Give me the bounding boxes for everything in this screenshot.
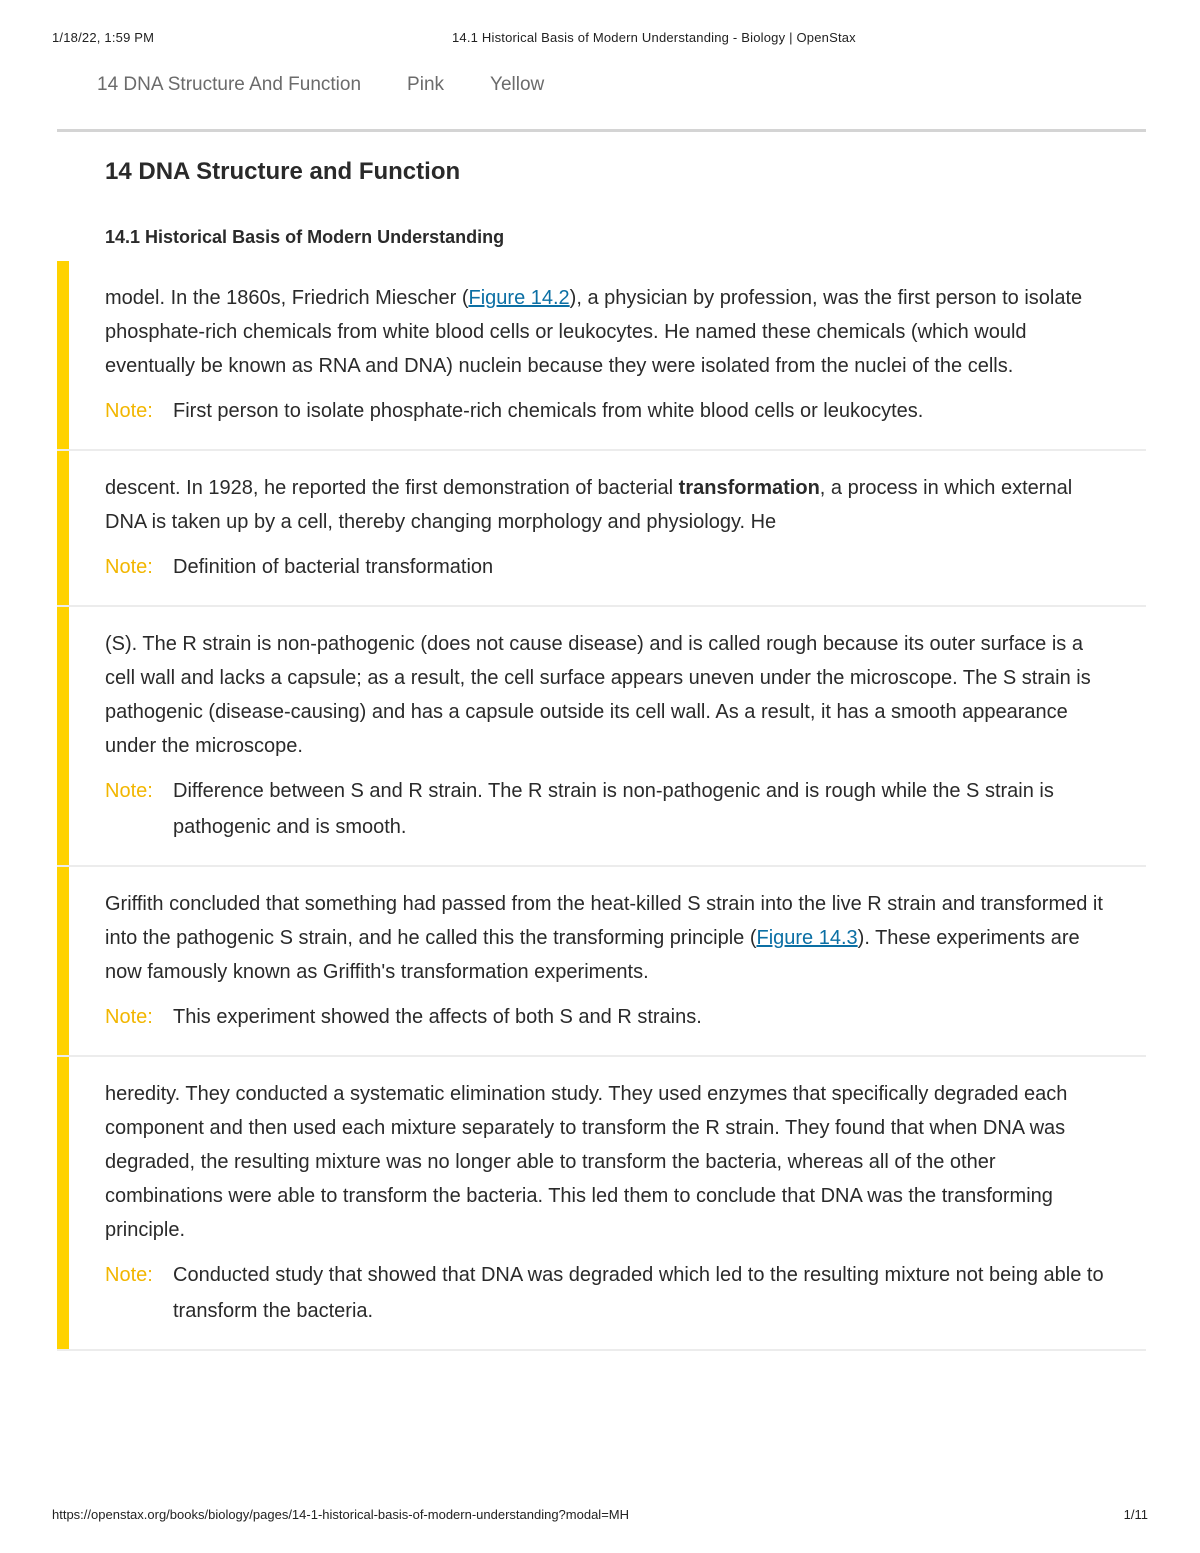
note-label: Note:	[105, 1264, 153, 1286]
print-header	[52, 30, 1148, 50]
quote-text: ). These experiments are now famously known as Griffith's transformation experiments.	[105, 927, 1080, 983]
note-text: This experiment showed the affects of both S and R strains.	[173, 1006, 702, 1028]
highlight-card[interactable]	[57, 261, 1146, 451]
highlight-quote	[105, 471, 1116, 539]
highlight-color-bar	[57, 261, 69, 449]
tab-chapter[interactable]: 14 DNA Structure And Function	[97, 74, 362, 95]
note-text: Conducted study that showed that DNA was degraded which led to the resulting mixture not being able to transform the bacteria.	[173, 1264, 1104, 1322]
note-text: First person to isolate phosphate-rich chemicals from white blood cells or leukocytes.	[173, 400, 924, 422]
chapter-title: 14 DNA Structure and Function	[105, 158, 461, 185]
highlight-quote	[105, 281, 1116, 383]
quote-bold-term: transformation	[678, 477, 820, 499]
highlight-filter-tabs	[97, 74, 544, 96]
print-url: https://openstax.org/books/biology/pages/14-1-historical-basis-of-modern-understanding?modal=MH	[52, 1507, 630, 1522]
highlight-list	[57, 261, 1146, 1351]
highlight-card[interactable]	[57, 867, 1146, 1057]
highlight-quote	[105, 627, 1116, 763]
note-label: Note:	[105, 1006, 153, 1028]
highlight-card[interactable]	[57, 451, 1146, 607]
highlight-color-bar	[57, 607, 69, 865]
print-document-title: 14.1 Historical Basis of Modern Understanding - Biology | OpenStax	[452, 30, 856, 45]
tab-yellow[interactable]: Yellow	[490, 74, 545, 95]
note-row	[105, 1257, 1116, 1329]
print-footer	[52, 1507, 1148, 1527]
note-row	[105, 773, 1116, 845]
highlight-color-bar	[57, 867, 69, 1055]
quote-text: Griffith concluded that something had passed from the heat-killed S strain into the live R strain and transformed it into the pathogenic S strain, and he called this the transforming principle (	[105, 893, 1103, 949]
header-divider	[57, 129, 1146, 132]
tab-pink[interactable]: Pink	[407, 74, 445, 95]
note-label: Note:	[105, 780, 153, 802]
section-title: 14.1 Historical Basis of Modern Understanding	[105, 227, 505, 247]
print-datetime: 1/18/22, 1:59 PM	[52, 30, 155, 45]
note-text: Definition of bacterial transformation	[173, 556, 494, 578]
quote-text: (S). The R strain is non-pathogenic (does not cause disease) and is called rough because its outer surface is a cell wall and lacks a capsule; as a result, the cell surface appears uneven under the microscope. The S strain is pathogenic (disease-causing) and has a capsule outside its cell wall. As a result, it has a smooth appearance under the microscope.	[105, 633, 1091, 757]
note-row	[105, 393, 1116, 429]
highlight-card[interactable]	[57, 1057, 1146, 1351]
quote-text: ), a physician by profession, was the first person to isolate phosphate-rich chemicals from white blood cells or leukocytes. He named these chemicals (which would eventually be known as RNA and DNA) nuclein because they were isolated from the nuclei of the cells.	[105, 287, 1083, 377]
quote-text: descent. In 1928, he reported the first demonstration of bacterial	[105, 477, 679, 499]
note-text: Difference between S and R strain. The R strain is non-pathogenic and is rough while the S strain is pathogenic and is smooth.	[173, 780, 1054, 838]
highlight-color-bar	[57, 451, 69, 605]
quote-text: model. In the 1860s, Friedrich Miescher (	[105, 287, 469, 309]
quote-text: , a process in which external DNA is taken up by a cell, thereby changing morphology and physiology. He	[105, 477, 1073, 533]
note-label: Note:	[105, 400, 153, 422]
note-label: Note:	[105, 556, 153, 578]
figure-link[interactable]: Figure 14.2	[468, 287, 570, 309]
highlight-quote	[105, 1077, 1116, 1247]
highlight-color-bar	[57, 1057, 69, 1349]
note-row	[105, 999, 1116, 1035]
highlight-quote	[105, 887, 1116, 989]
highlight-card[interactable]	[57, 607, 1146, 867]
note-row	[105, 549, 1116, 585]
print-page-number: 1/11	[1123, 1507, 1148, 1522]
quote-text: heredity. They conducted a systematic elimination study. They used enzymes that specifically degraded each component and then used each mixture separately to transform the R strain. They found that when DNA was degraded, the resulting mixture was no longer able to transform the bacteria, whereas all of the other combinations were able to transform the bacteria. This led them to conclude that DNA was the transforming principle.	[105, 1083, 1068, 1241]
figure-link[interactable]: Figure 14.3	[756, 927, 858, 949]
